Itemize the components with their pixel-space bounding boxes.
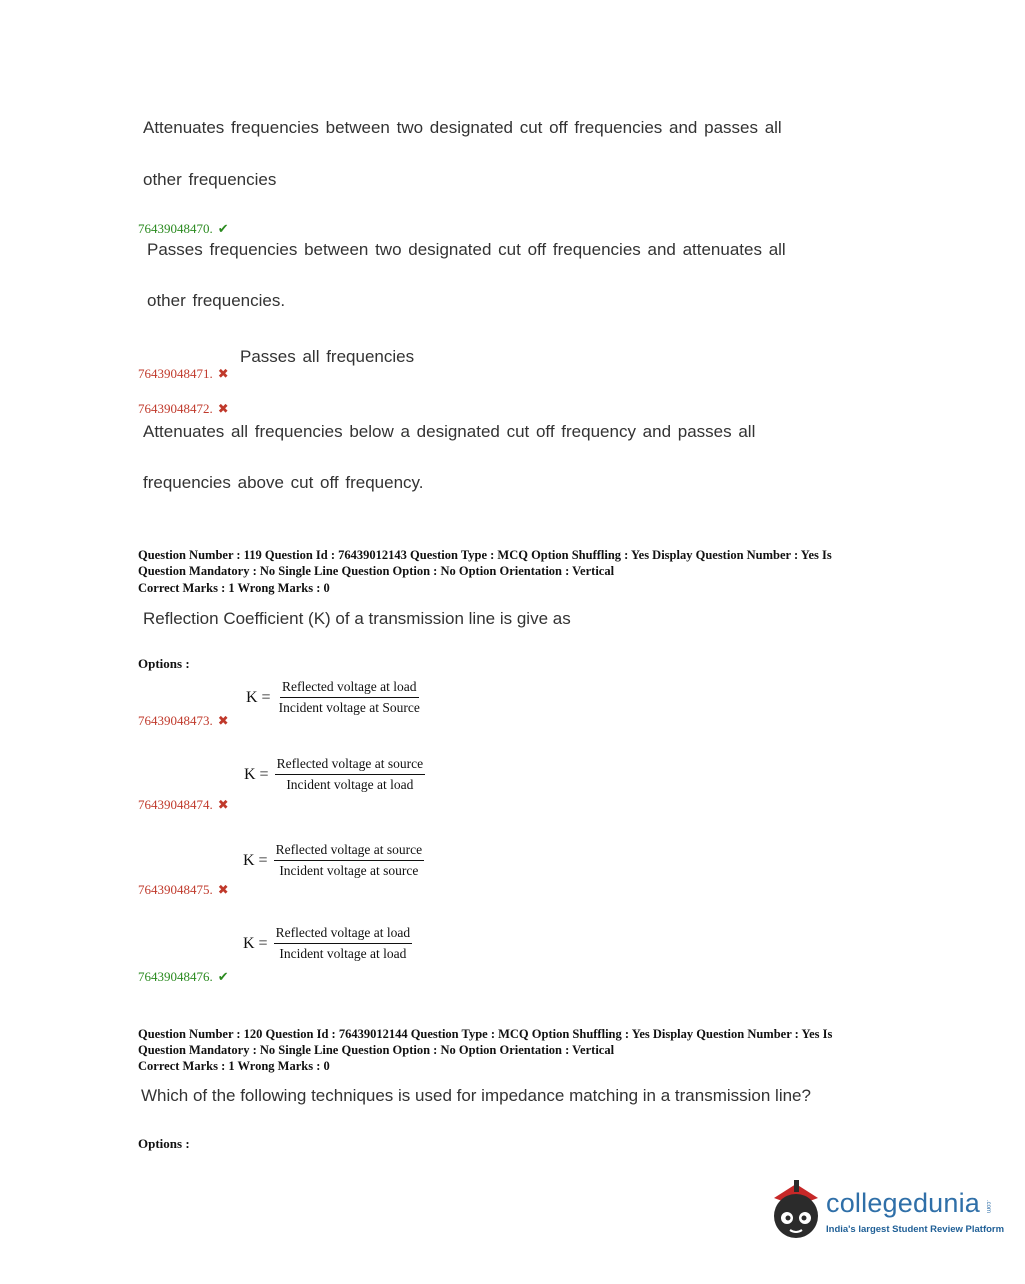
brand-suffix: .com <box>985 1200 991 1214</box>
cross-icon: ✖ <box>217 713 229 728</box>
denominator: Incident voltage at load <box>286 777 414 792</box>
numerator: Reflected voltage at load <box>280 679 419 698</box>
check-icon: ✔ <box>217 221 229 236</box>
cross-icon: ✖ <box>217 366 229 381</box>
formula: K = $\frac{\text{Reflected voltage at source}}{\text{Incident voltage at load}}$ <box>244 756 424 792</box>
option-id: 76439048475. ✖ <box>138 882 229 897</box>
option-id: 76439048470. ✔ <box>138 221 229 236</box>
option-text: frequencies above cut off frequency. <box>143 473 424 492</box>
denominator: Incident voltage at load <box>279 946 407 961</box>
option-id: 76439048473. ✖ <box>138 713 229 728</box>
option-id: 76439048474. ✖ <box>138 797 229 812</box>
numerator: Reflected voltage at load <box>274 925 413 944</box>
option-id: 76439048472. ✖ <box>138 401 229 416</box>
denominator: Incident voltage at source <box>279 863 419 878</box>
question-marks: Correct Marks : 1 Wrong Marks : 0 <box>138 1059 330 1073</box>
brand-tagline: India's largest Student Review Platform <box>826 1224 1005 1235</box>
formula: K = $\frac{\text{Reflected voltage at source}}{\text{Incident voltage at source}}$ <box>243 842 423 878</box>
question-meta: Question Number : 119 Question Id : 76439012143 Question Type : MCQ Option Shuffling : Yes Display Question Number : Yes Is Question Mandatory : No Single Line Question Option : No Option Orientation : Vertical <box>138 548 832 578</box>
option-text: other frequencies <box>143 170 277 189</box>
cross-icon: ✖ <box>217 797 229 812</box>
option-id: 76439048471. ✖ <box>138 366 229 381</box>
denominator: Incident voltage at Source <box>278 700 420 715</box>
formula: K = $\frac{\text{Reflected voltage at load}}{\text{Incident voltage at Source}}$ <box>246 679 420 715</box>
option-id: 76439048476. ✔ <box>138 969 229 984</box>
cross-icon: ✖ <box>217 882 229 897</box>
numerator: Reflected voltage at source <box>274 842 425 861</box>
option-text: Passes frequencies between two designated cut off frequencies and attenuates all <box>147 240 786 259</box>
question-marks: Correct Marks : 1 Wrong Marks : 0 <box>138 581 330 595</box>
question-text: Reflection Coefficient (K) of a transmission line is give as <box>143 609 571 628</box>
question-meta: Question Number : 120 Question Id : 76439012144 Question Type : MCQ Option Shuffling : Yes Display Question Number : Yes Is Question Mandatory : No Single Line Question Option : No Option Orientation : Vertical <box>138 1027 833 1057</box>
option-text: Passes all frequencies <box>240 347 415 366</box>
option-text: other frequencies. <box>147 291 286 310</box>
brand-name: collegedunia <box>826 1188 981 1218</box>
question-text: Which of the following techniques is used for impedance matching in a transmission line? <box>141 1086 811 1105</box>
option-text: Attenuates all frequencies below a designated cut off frequency and passes all <box>143 422 756 441</box>
option-text: Attenuates frequencies between two designated cut off frequencies and passes all <box>143 118 782 137</box>
formula: K = $\frac{\text{Reflected voltage at load}}{\text{Incident voltage at load}}$ <box>243 925 411 961</box>
cross-icon: ✖ <box>217 401 229 416</box>
options-label: Options : <box>138 656 190 671</box>
options-label: Options : <box>138 1136 190 1151</box>
numerator: Reflected voltage at source <box>275 756 426 775</box>
check-icon: ✔ <box>217 969 229 984</box>
